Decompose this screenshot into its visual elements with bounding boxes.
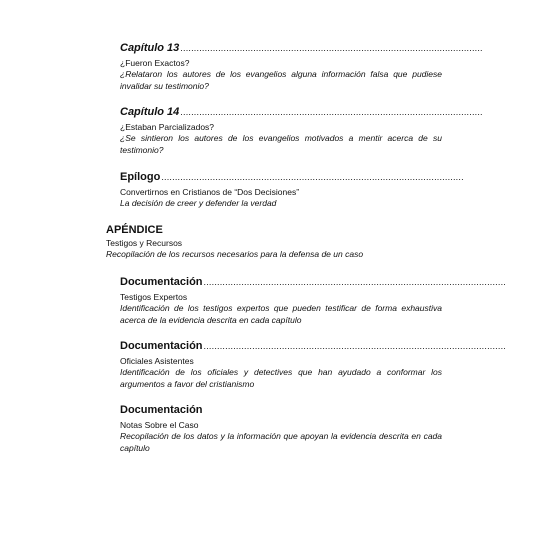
chapter-subtitle: ¿Estaban Parcializados? [120,122,215,132]
dot-leader: ................................................................................................................ [161,172,464,182]
dot-leader: ................................................................................................................ [180,43,483,53]
appendix-description: Recopilación de los recursos necesarios para la defensa de un caso [106,249,364,259]
toc-heading-line [120,404,442,419]
documentation-heading: Documentación [120,276,203,288]
chapter-description: ¿Se sintieron los autores de los evangelios motivados a mentir acerca de su testimonio? [120,133,442,155]
chapter-heading: Capítulo 13 [120,42,180,54]
documentation-subtitle: Oficiales Asistentes [120,356,194,366]
toc-entry-documentation-experts [120,276,506,326]
documentation-heading: Documentación [120,404,203,416]
appendix-subtitle: Testigos y Recursos [106,238,183,248]
documentation-description: Identificación de los testigos expertos que pueden testificar de forma exhaustiva acerca de la evidencia descrita en cada capítulo [120,303,442,325]
dot-leader: ................................................................................................................ [203,277,506,287]
chapter-subtitle: ¿Fueron Exactos? [120,58,190,68]
documentation-subtitle: Testigos Expertos [120,292,188,302]
toc-heading-line [120,42,483,57]
epilogue-heading: Epílogo [120,171,161,183]
toc-entry-epilogue [120,171,464,210]
dot-leader: ................................................................................................................ [203,341,506,351]
toc-heading-line [120,276,506,291]
appendix-section [106,223,446,261]
documentation-heading: Documentación [120,340,203,352]
toc-entry-chapter-14 [120,106,483,156]
documentation-description: Identificación de los oficiales y detectives que han ayudado a conformar los argumentos a favor del cristianismo [120,367,442,389]
documentation-subtitle: Notas Sobre el Caso [120,420,199,430]
chapter-description: ¿Relataron los autores de los evangelios alguna información falsa que pudiese invalidar su testimonio? [120,69,442,91]
toc-entry-documentation-officers [120,340,506,390]
dot-leader: ................................................................................................................ [180,107,483,117]
toc-entry-chapter-13 [120,42,483,92]
chapter-heading: Capítulo 14 [120,106,180,118]
documentation-description: Recopilación de los datos y la información que apoyan la evidencia descrita en cada capítulo [120,431,442,453]
toc-entry-documentation-notes [120,404,442,454]
toc-heading-line [120,106,483,121]
epilogue-description: La decisión de creer y defender la verdad [120,198,277,208]
toc-heading-line [120,340,506,355]
epilogue-subtitle: Convertirnos en Cristianos de “Dos Decisiones” [120,187,300,197]
toc-heading-line [120,171,464,186]
appendix-title: APÉNDICE [106,224,163,236]
